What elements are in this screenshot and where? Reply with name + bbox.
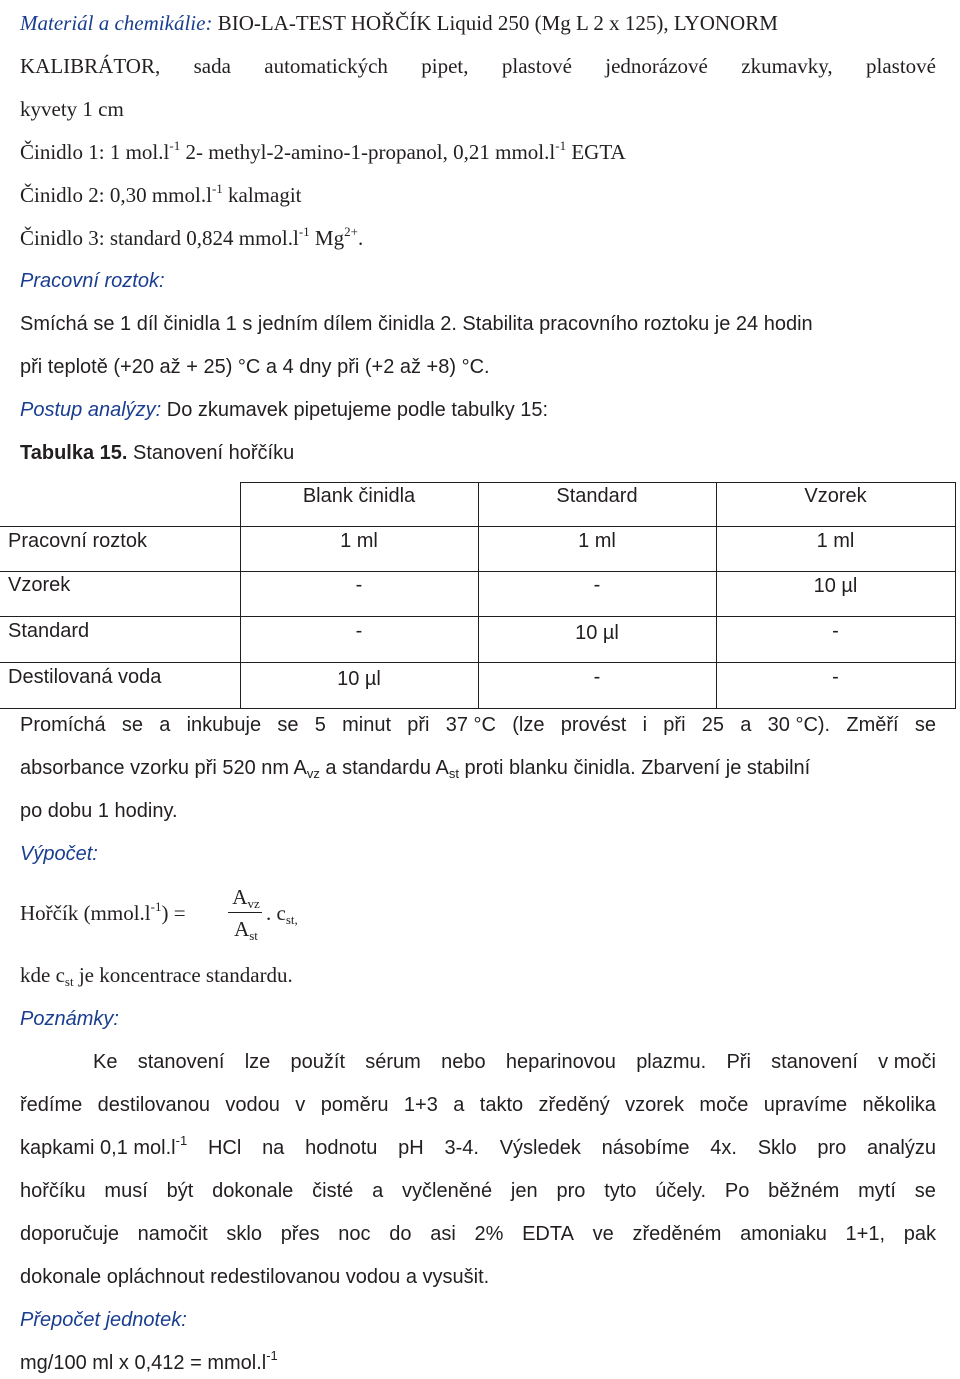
word: Změří xyxy=(846,714,899,736)
word: (lze xyxy=(512,714,545,736)
fraction-numerator xyxy=(228,884,264,910)
formula-after-a: . c xyxy=(266,901,286,925)
table-caption xyxy=(20,440,294,466)
reagent-3-text-c: . xyxy=(357,226,364,250)
word: takto xyxy=(479,1094,524,1116)
header-standard: Standard xyxy=(556,485,638,507)
word: 2% xyxy=(474,1223,504,1245)
word: 3-4. xyxy=(444,1137,479,1159)
row-label: Destilovaná voda xyxy=(8,666,162,688)
word: několika xyxy=(862,1094,936,1116)
word: dokonale xyxy=(212,1180,294,1202)
reagent-3-text-a: Činidlo 3: standard 0,824 mmol.l xyxy=(20,226,299,250)
word: plazmu. xyxy=(636,1051,707,1073)
word: sérum xyxy=(365,1051,421,1073)
reagent-2-text-a: Činidlo 2: 0,30 mmol.l xyxy=(20,183,212,207)
word: analýzu xyxy=(867,1137,936,1159)
procedure-text: Do zkumavek pipetujeme podle tabulky 15: xyxy=(161,399,549,421)
word: destilovanou xyxy=(97,1094,210,1116)
word: asi xyxy=(430,1223,456,1245)
working-solution-line-2: při teplotě (+20 až + 25) °C a 4 dny při (+2 až +8) °C. xyxy=(20,356,490,378)
table-cell: 1 ml xyxy=(340,530,378,552)
word: pro xyxy=(556,1180,586,1202)
notes-line-2 xyxy=(20,1092,936,1118)
materials-line-1 xyxy=(20,10,778,36)
table-cell: - xyxy=(832,666,839,688)
word: mytí xyxy=(858,1180,896,1202)
word: Při xyxy=(726,1051,751,1073)
materials-line-3: kyvety 1 cm xyxy=(20,97,124,121)
table-cell: 10 µl xyxy=(575,622,619,644)
word: stanovení xyxy=(137,1051,225,1073)
header-sample: Vzorek xyxy=(804,485,867,507)
word: doporučuje xyxy=(20,1223,119,1245)
word: lze xyxy=(244,1051,271,1073)
word: vyčleněné xyxy=(402,1180,493,1202)
table-cell: 1 ml xyxy=(816,530,855,552)
incubation-text-b: a standardu A xyxy=(319,757,449,779)
word: a xyxy=(372,1180,384,1202)
reagent-1-sup-2: -1 xyxy=(555,138,567,153)
materials-text-1: BIO-LA-TEST HOŘČÍK Liquid 250 (Mg L 2 x 125), LYONORM xyxy=(217,11,778,35)
reagent-2 xyxy=(20,182,302,208)
table-cell: 1 ml xyxy=(578,530,616,552)
units-formula xyxy=(20,1350,278,1376)
word: násobíme xyxy=(601,1137,690,1159)
formula-after-sub: st, xyxy=(285,912,298,927)
formula-explanation xyxy=(20,962,293,988)
word: Promíchá xyxy=(20,714,106,736)
word: plastové xyxy=(501,54,572,78)
word: upravíme xyxy=(763,1094,848,1116)
word: pak xyxy=(903,1223,936,1245)
reagent-1-text-b: 2- methyl-2-amino-1-propanol, 0,21 mmol.l xyxy=(180,140,556,164)
word: použít xyxy=(290,1051,346,1073)
numerator-a: A xyxy=(232,885,248,909)
word: a xyxy=(159,714,171,736)
reagent-3-sup-2: 2+ xyxy=(344,224,358,239)
row-label: Standard xyxy=(8,620,90,642)
table-cell: - xyxy=(355,574,363,596)
word: zředěný xyxy=(538,1094,610,1116)
formula-right xyxy=(266,900,298,926)
table-cell: 10 µl xyxy=(337,668,381,690)
calculation-heading: Výpočet: xyxy=(20,843,98,865)
incubation-text-a: absorbance vzorku při 520 nm A xyxy=(20,757,307,779)
denominator-a: A xyxy=(234,917,250,941)
incubation-sub-1: vz xyxy=(306,766,320,781)
word: se xyxy=(277,714,299,736)
reagent-2-text-b: kalmagit xyxy=(222,183,302,207)
word: 30 °C). xyxy=(767,714,831,736)
word: i xyxy=(642,714,648,736)
incubation-line-2 xyxy=(20,755,810,781)
word: Po xyxy=(724,1180,750,1202)
where-sub: st xyxy=(64,974,74,989)
word: ředíme xyxy=(20,1094,83,1116)
materials-label: Materiál a chemikálie: xyxy=(20,11,213,35)
word: vzorek xyxy=(625,1094,685,1116)
incubation-text-c: proti blanku činidla. Zbarvení je stabilní xyxy=(458,757,811,779)
word: a xyxy=(740,714,752,736)
incubation-sub-2: st xyxy=(448,766,459,781)
units-formula-sup: -1 xyxy=(266,1348,278,1363)
reagent-1-sup-1: -1 xyxy=(169,138,181,153)
table-cell: - xyxy=(832,620,839,642)
word: plastové xyxy=(866,54,936,78)
notes-line-3-text: kapkami 0,1 mol.l xyxy=(20,1137,176,1159)
word: Výsledek xyxy=(499,1137,581,1159)
notes-line-3-start xyxy=(20,1135,187,1161)
notes-line-3 xyxy=(20,1135,936,1161)
working-solution-line-1: Smíchá se 1 díl činidla 1 s jedním dílem činidla 2. Stabilita pracovního roztoku je 24 hodin xyxy=(20,313,813,335)
reagent-table xyxy=(0,474,956,710)
fraction-bar xyxy=(228,912,262,913)
word: pipet, xyxy=(421,54,469,78)
word: KALIBRÁTOR, xyxy=(20,54,161,78)
materials-line-2 xyxy=(20,53,936,79)
denominator-sub: st xyxy=(249,928,258,943)
word: automatických xyxy=(264,54,388,78)
word: noc xyxy=(338,1223,371,1245)
row-label: Pracovní roztok xyxy=(8,530,147,552)
reagent-1-text-c: EGTA xyxy=(566,140,626,164)
word: amoniaku xyxy=(740,1223,827,1245)
reagent-3-text-b: Mg xyxy=(309,226,345,250)
word: musí xyxy=(104,1180,148,1202)
notes-line-4 xyxy=(20,1178,936,1204)
word: 1+3 xyxy=(403,1094,438,1116)
notes-line-5 xyxy=(20,1221,936,1247)
word: v xyxy=(295,1094,306,1116)
word: sada xyxy=(193,54,231,78)
reagent-2-sup: -1 xyxy=(211,181,223,196)
word: tyto xyxy=(604,1180,637,1202)
reagent-1 xyxy=(20,139,626,165)
units-heading: Přepočet jednotek: xyxy=(20,1309,187,1331)
word: poměru xyxy=(320,1094,389,1116)
word: se xyxy=(121,714,143,736)
word: nebo xyxy=(441,1051,486,1073)
word: 25 xyxy=(701,714,725,736)
procedure-line xyxy=(20,397,548,423)
word: jednorázové xyxy=(605,54,708,78)
word: minut xyxy=(342,714,392,736)
row-label: Vzorek xyxy=(8,574,71,596)
word: hodnotu xyxy=(305,1137,378,1159)
word: zkumavky, xyxy=(741,54,833,78)
reagent-3-sup-1: -1 xyxy=(298,224,310,239)
word: zředěném xyxy=(632,1223,722,1245)
word: Sklo xyxy=(757,1137,797,1159)
word: přes xyxy=(280,1223,320,1245)
word: do xyxy=(389,1223,412,1245)
formula-text-b: ) = xyxy=(161,901,186,925)
formula-sup: -1 xyxy=(150,899,162,914)
reagent-1-text-a: Činidlo 1: 1 mol.l xyxy=(20,140,170,164)
word: účely. xyxy=(655,1180,707,1202)
word: běžném xyxy=(768,1180,840,1202)
procedure-label: Postup analýzy: xyxy=(20,399,162,421)
word: 1+1, xyxy=(845,1223,886,1245)
word: namočit xyxy=(137,1223,208,1245)
word: při xyxy=(407,714,430,736)
where-text-b: je koncentrace standardu. xyxy=(73,963,293,987)
incubation-line-1 xyxy=(20,712,936,738)
table-caption-bold: Tabulka 15. xyxy=(20,442,128,464)
word: inkubuje xyxy=(186,714,262,736)
word: čisté xyxy=(312,1180,354,1202)
word: při xyxy=(663,714,686,736)
where-text-a: kde c xyxy=(20,963,65,987)
reagent-3 xyxy=(20,225,363,251)
word: v moči xyxy=(878,1051,936,1073)
table-cell: - xyxy=(593,574,601,596)
word: a xyxy=(453,1094,465,1116)
notes-line-6: dokonale opláchnout redestilovanou vodou a vysušit. xyxy=(20,1266,490,1288)
units-formula-text: mg/100 ml x 0,412 = mmol.l xyxy=(20,1352,267,1374)
word: Ke xyxy=(93,1051,118,1073)
word: jen xyxy=(510,1180,538,1202)
word: provést xyxy=(560,714,627,736)
word: 5 xyxy=(314,714,326,736)
table-caption-rest: Stanovení hořčíku xyxy=(127,442,295,464)
word: pro xyxy=(817,1137,847,1159)
working-solution-heading: Pracovní roztok: xyxy=(20,270,165,292)
fraction-denominator xyxy=(228,916,264,942)
table-cell: - xyxy=(593,666,601,688)
numerator-sub: vz xyxy=(247,896,260,911)
word: se xyxy=(914,714,936,736)
word: HCl xyxy=(207,1137,242,1159)
notes-heading: Poznámky: xyxy=(20,1008,119,1030)
word: EDTA xyxy=(522,1223,574,1245)
word: hořčíku xyxy=(20,1180,86,1202)
table-cell: 10 µl xyxy=(813,575,858,597)
word: sklo xyxy=(226,1223,262,1245)
notes-line-1 xyxy=(93,1049,936,1075)
word: se xyxy=(914,1180,936,1202)
word: 37 °C xyxy=(445,714,496,736)
word: na xyxy=(262,1137,285,1159)
word: moče xyxy=(699,1094,749,1116)
word: být xyxy=(166,1180,194,1202)
word: heparinovou xyxy=(505,1051,616,1073)
word: ve xyxy=(592,1223,614,1245)
table-cell: - xyxy=(355,620,363,642)
notes-line-3-sup: -1 xyxy=(175,1133,188,1148)
word: vodou xyxy=(225,1094,280,1116)
word: stanovení xyxy=(771,1051,858,1073)
word: 4x. xyxy=(710,1137,737,1159)
header-blank: Blank činidla xyxy=(302,485,416,507)
word: pH xyxy=(398,1137,424,1159)
incubation-line-3: po dobu 1 hodiny. xyxy=(20,800,178,822)
formula-left xyxy=(20,900,186,926)
formula-text-a: Hořčík (mmol.l xyxy=(20,901,151,925)
